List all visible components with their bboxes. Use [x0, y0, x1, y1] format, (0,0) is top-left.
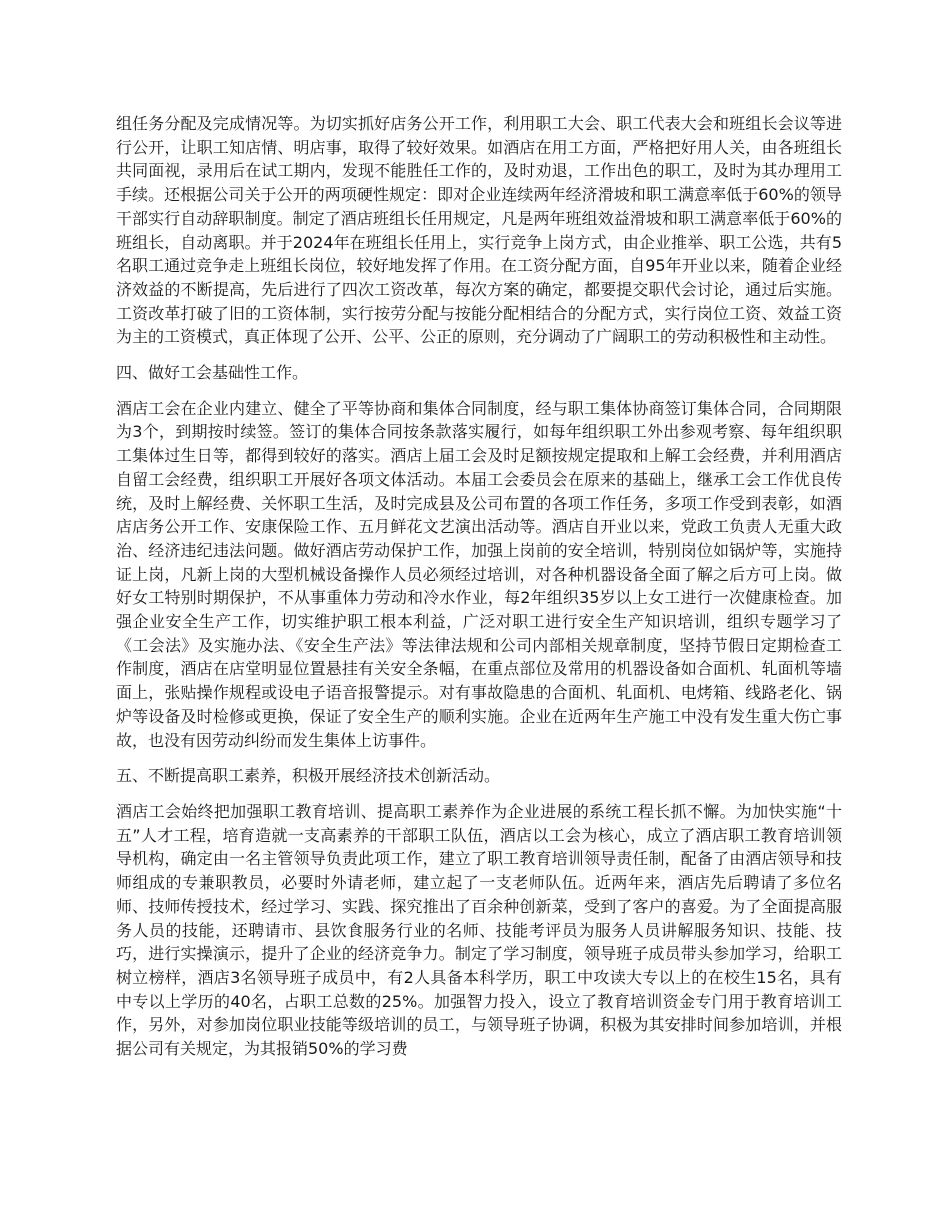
- paragraph-gap: [116, 385, 842, 397]
- section-heading-5: 五、不断提高职工素养，积极开展经济技术创新活动。: [116, 766, 501, 786]
- paragraph-gap: [116, 349, 842, 361]
- paragraph-gap: [116, 752, 842, 764]
- paragraph-training: 酒店工会始终把加强职工教育培训、提高职工素养作为企业进展的系统工程长抓不懈。为加快实施“十五”人才工程，培育造就一支高素养的干部职工队伍，酒店以工会为核心，成立了酒店职工教育培训领导机构，确定由一名主管领导负责此项工作，建立了职工教育培训领导责任制，配备了由酒店领导和技师组成的专兼职教员，必要时外请老师，建立起了一支老师队伍。近两年来，酒店先后聘请了多位名师、技师传授技术，经过学习、实践、探究推出了百余种创新菜，受到了客户的喜爱。为了全面提高服务人员的技能，还聘请市、县饮食服务行业的名师、技能考评员为服务人员讲解服务知识、技能、技巧，进行实操演示，提升了企业的经济竞争力。制定了学习制度，领导班子成员带头参加学习，给职工树立榜样，酒店3名领导班子成员中，有2人具备本科学历，职工中攻读大专以上的在校生15名，具有中专以上学历的40名，占职工总数的25%。加强智力投入，设立了教育培训资金专门用于教育培训工作，另外，对参加岗位职业技能等级培训的员工，与领导班子协调，积极为其安排时间参加培训，并根据公司有关规定，为其报销50%的学习费: [116, 801, 842, 1059]
- paragraph-union-basics: 酒店工会在企业内建立、健全了平等协商和集体合同制度，经与职工集体协商签订集体合同，合同期限为3个，到期按时续签。签订的集体合同按条款落实履行，如每年组织职工外出参观考察、每年组织职工集体过生日等，都得到较好的落实。酒店上届工会及时足额按规定提取和上解工会经费，并利用酒店自留工会经费，组织职工开展好各项文体活动。本届工会委员会在原来的基础上，继承工会工作优良传统，及时上解经费、关怀职工生活，及时完成县及公司布置的各项工作任务，多项工作受到表彰，如酒店店务公开工作、安康保险工作、五月鲜花文艺演出活动等。酒店自开业以来，党政工负责人无重大政治、经济违纪违法问题。做好酒店劳动保护工作，加强上岗前的安全培训，特别岗位如锅炉等，实施持证上岗，凡新上岗的大型机械设备操作人员必须经过培训，对各种机器设备全面了解之后方可上岗。做好女工特别时期保护，不从事重体力劳动和冷水作业，每2年组织35岁以上女工进行一次健康检查。加强企业安全生产工作，切实维护职工根本利益，广泛对职工进行安全生产知识培训，组织专题学习了《工会法》及实施办法、《安全生产法》等法律法规和公司内部相关规章制度，坚持节假日定期检查工作制度，酒店在店堂明显位置悬挂有关安全条幅，在重点部位及常用的机器设备如合面机、轧面机等墙面上，张贴操作规程或设电子语音报警提示。对有事故隐患的合面机、轧面机、电烤箱、线路老化、锅炉等设备及时检修或更换，保证了安全生产的顺利实施。企业在近两年生产施工中没有发生重大伤亡事故，也没有因劳动纠纷而发生集体上访事件。: [116, 398, 842, 750]
- paragraph-gap: [116, 788, 842, 800]
- section-heading-4: 四、做好工会基础性工作。: [116, 363, 309, 383]
- document-body: [116, 112, 842, 1061]
- paragraph-public-affairs: 组任务分配及完成情况等。为切实抓好店务公开工作，利用职工大会、职工代表大会和班组长会议等进行公开，让职工知店情、明店事，取得了较好效果。如酒店在用工方面，严格把好用人关，由各班组长共同面视，录用后在试工期内，发现不能胜任工作的，及时劝退，工作出色的职工，及时为其办理用工手续。还根据公司关于公开的两项硬性规定：即对企业连续两年经济滑坡和职工满意率低于60%的领导干部实行自动辞职制度。制定了酒店班组长任用规定，凡是两年班组效益滑坡和职工满意率低于60%的班组长，自动离职。并于2024年在班组长任用上，实行竞争上岗方式，由企业推举、职工公选，共有5名职工通过竞争走上班组长岗位，较好地发挥了作用。在工资分配方面，自95年开业以来，随着企业经济效益的不断提高，先后进行了四次工资改革，每次方案的确定，都要提交职代会讨论，通过后实施。工资改革打破了旧的工资体制，实行按劳分配与按能分配相结合的分配方式，实行岗位工资、效益工资为主的工资模式，真正体现了公开、公平、公正的原则，充分调动了广阔职工的劳动积极性和主动性。: [116, 114, 842, 347]
